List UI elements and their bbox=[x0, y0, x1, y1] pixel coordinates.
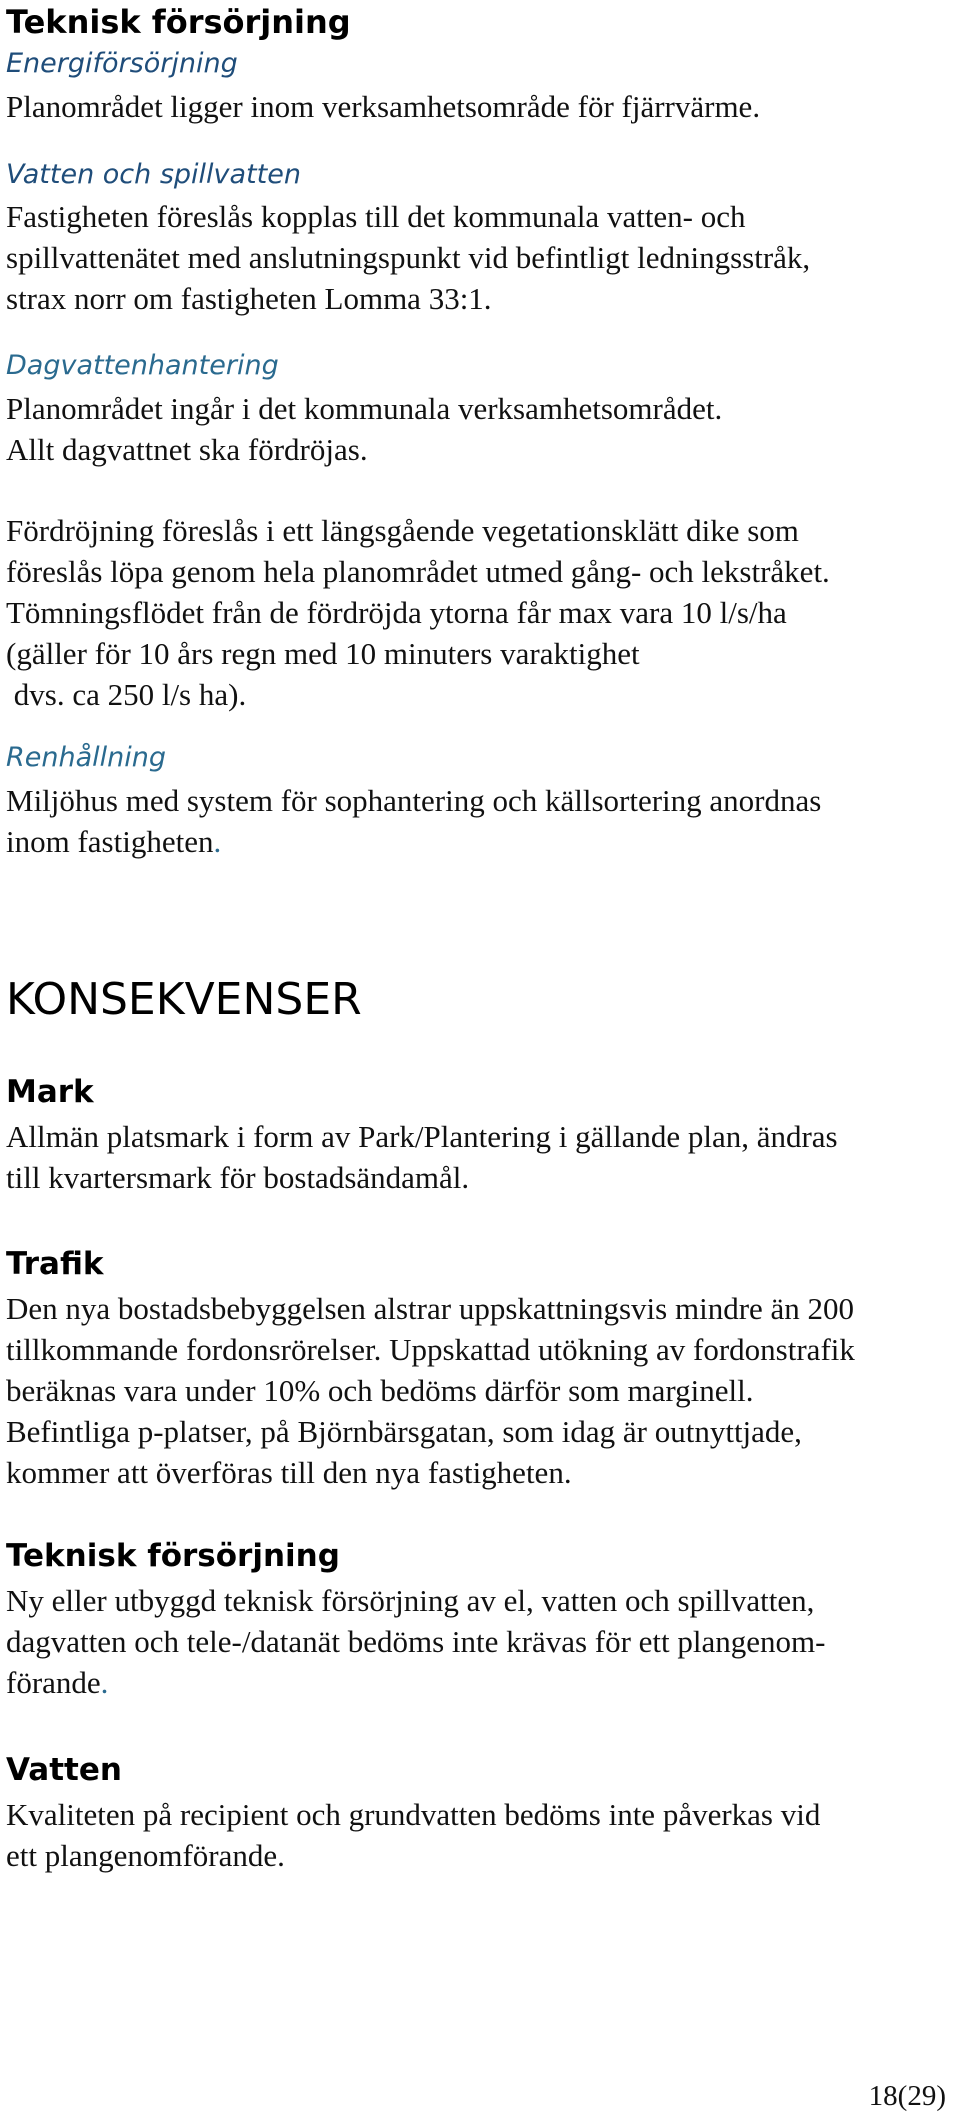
paragraph-waste bbox=[6, 780, 952, 862]
paragraph-water bbox=[6, 196, 952, 319]
paragraph-line: Kvaliteten på recipient och grundvatten bedöms inte påverkas vid bbox=[6, 1797, 821, 1832]
subheading-renhallning: Renhållning bbox=[6, 742, 167, 773]
paragraph-traffic bbox=[6, 1288, 952, 1493]
paragraph-line: Ny eller utbyggd teknisk försörjning av el, vatten och spillvatten, bbox=[6, 1583, 815, 1618]
paragraph-line: kommer att överföras till den nya fastigheten. bbox=[6, 1455, 572, 1490]
heading-trafik: Trafik bbox=[6, 1246, 104, 1282]
trailing-period: . bbox=[213, 824, 222, 859]
paragraph-line: Allmän platsmark i form av Park/Plantering i gällande plan, ändras bbox=[6, 1119, 838, 1154]
paragraph-line: Miljöhus med system för sophantering och källsortering anordnas bbox=[6, 783, 822, 818]
paragraph-line: dagvatten och tele-/datanät bedöms inte krävas för ett plangenom- bbox=[6, 1624, 826, 1659]
paragraph-line: Den nya bostadsbebyggelsen alstrar uppskattningsvis mindre än 200 bbox=[6, 1291, 855, 1326]
paragraph-line bbox=[6, 1662, 952, 1703]
paragraph-line: föreslås löpa genom hela planområdet utmed gång- och lekstråket. bbox=[6, 554, 830, 589]
page-number: 18(29) bbox=[868, 2080, 946, 2112]
paragraph-line: strax norr om fastigheten Lomma 33:1. bbox=[6, 281, 492, 316]
paragraph-line: Planområdet ingår i det kommunala verksamhetsområdet. bbox=[6, 391, 723, 426]
paragraph-line: Tömningsflödet från de fördröjda ytorna får max vara 10 l/s/ha bbox=[6, 595, 787, 630]
line-text: inom fastigheten bbox=[6, 824, 214, 859]
subheading-dagvattenhantering: Dagvattenhantering bbox=[6, 350, 279, 381]
subheading-vatten-spillvatten: Vatten och spillvatten bbox=[6, 159, 301, 190]
paragraph-line: dvs. ca 250 l/s ha). bbox=[6, 677, 247, 712]
trailing-period: . bbox=[100, 1665, 109, 1700]
paragraph-water-consequences bbox=[6, 1794, 952, 1876]
paragraph-mark bbox=[6, 1116, 952, 1198]
heading-vatten: Vatten bbox=[6, 1752, 122, 1788]
heading-teknisk-forsorjning: Teknisk försörjning bbox=[6, 1538, 340, 1574]
paragraph-line: till kvartersmark för bostadsändamål. bbox=[6, 1160, 470, 1195]
section-heading-konsekvenser: KONSEKVENSER bbox=[6, 974, 362, 1025]
paragraph-tech bbox=[6, 1580, 952, 1703]
paragraph-line: Fördröjning föreslås i ett längsgående vegetationsklätt dike som bbox=[6, 513, 799, 548]
paragraph-line: beräknas vara under 10% och bedöms därför som marginell. bbox=[6, 1373, 754, 1408]
paragraph-energy-line-1: Planområdet ligger inom verksamhetsområde för fjärrvärme. bbox=[6, 89, 761, 124]
paragraph-line: ett plangenomförande. bbox=[6, 1838, 285, 1873]
paragraph-stormwater-detention bbox=[6, 510, 952, 715]
paragraph-line: Allt dagvattnet ska fördröjas. bbox=[6, 432, 368, 467]
subheading-energiforsorjning: Energiförsörjning bbox=[6, 48, 238, 79]
heading-mark: Mark bbox=[6, 1074, 94, 1110]
paragraph-line: spillvattenätet med anslutningspunkt vid befintligt ledningsstråk, bbox=[6, 240, 811, 275]
line-text: förande bbox=[6, 1665, 101, 1700]
paragraph-line: Fastigheten föreslås kopplas till det kommunala vatten- och bbox=[6, 199, 746, 234]
paragraph-stormwater bbox=[6, 388, 952, 470]
section-heading-teknisk-forsorjning: Teknisk försörjning bbox=[6, 3, 351, 41]
paragraph-line: (gäller för 10 års regn med 10 minuters varaktighet bbox=[6, 636, 640, 671]
paragraph-line bbox=[6, 821, 952, 862]
paragraph-line: Befintliga p-platser, på Björnbärsgatan, som idag är outnyttjade, bbox=[6, 1414, 802, 1449]
paragraph-line: tillkommande fordonsrörelser. Uppskattad utökning av fordonstrafik bbox=[6, 1332, 855, 1367]
